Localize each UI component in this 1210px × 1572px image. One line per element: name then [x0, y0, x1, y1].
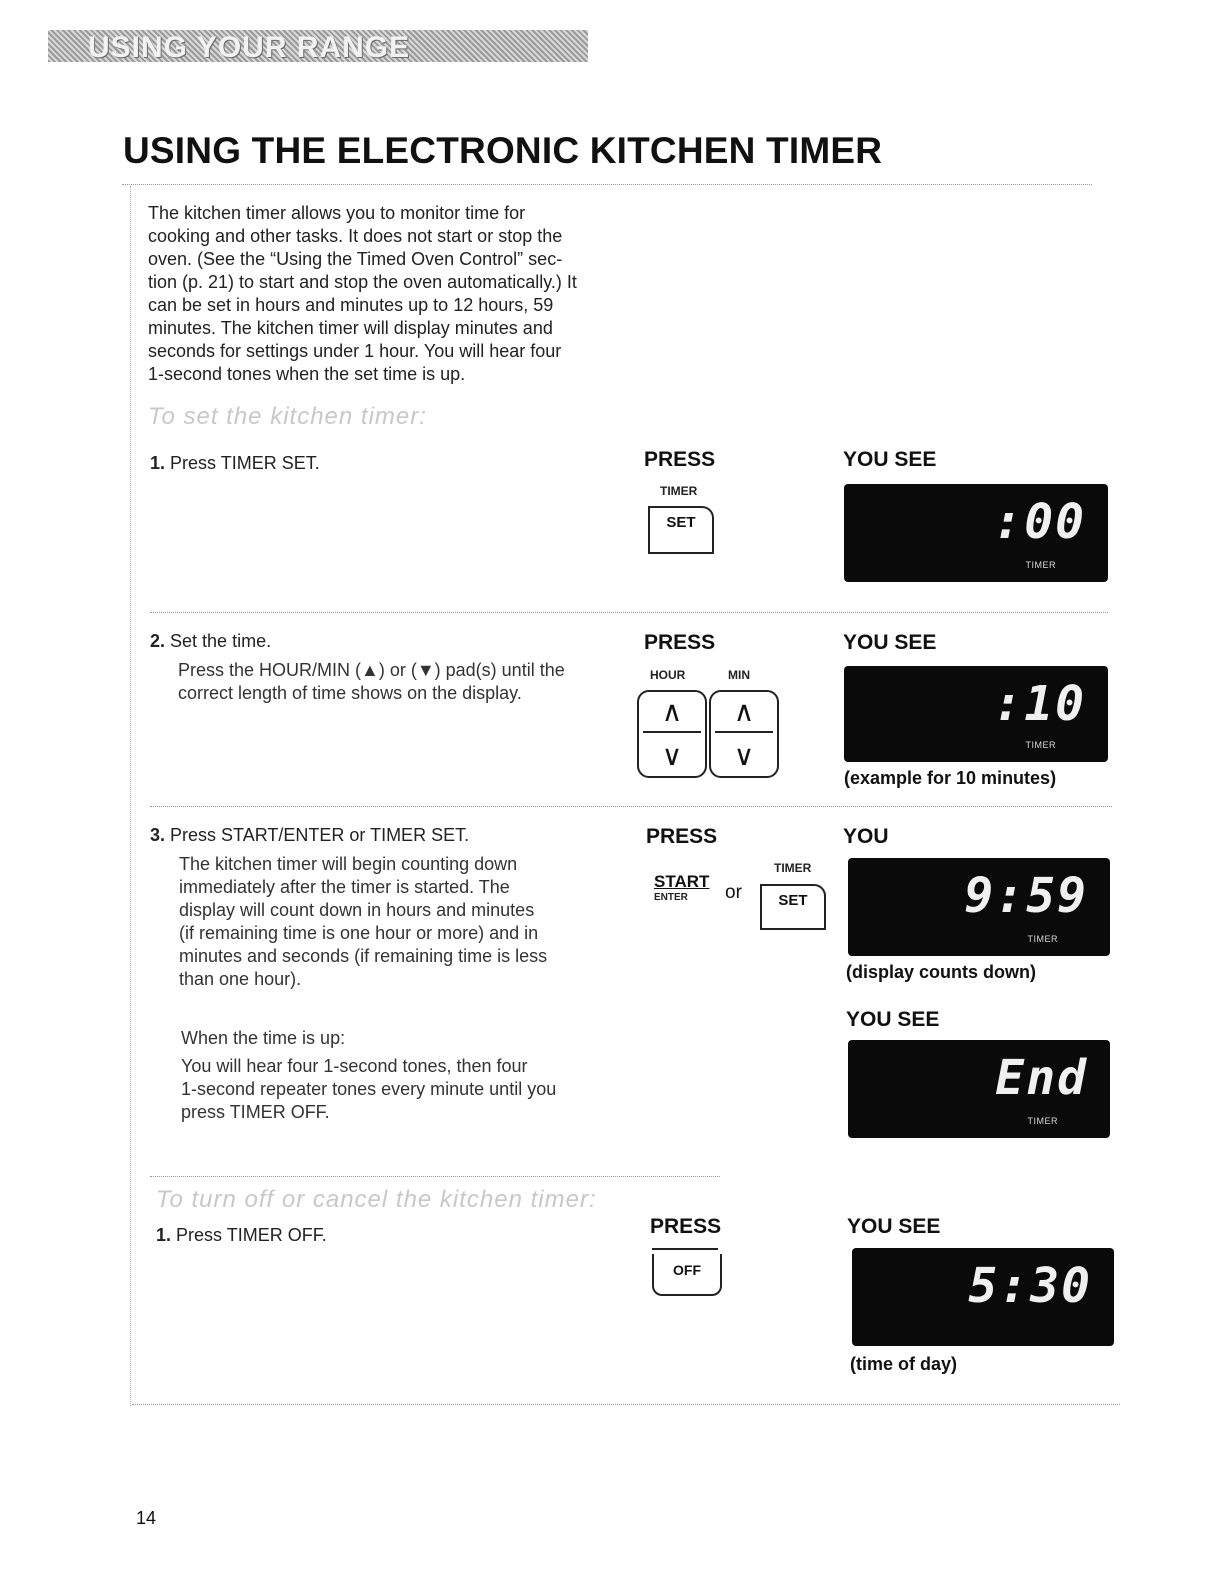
page-title: USING THE ELECTRONIC KITCHEN TIMER: [123, 130, 883, 171]
step3-you-see-heading: YOU: [843, 825, 889, 848]
intro-line: The kitchen timer allows you to monitor time for: [148, 203, 526, 223]
step1-display-readout: :00: [993, 494, 1086, 550]
end-display-label: TIMER: [1027, 1116, 1058, 1126]
step1-divider: [150, 612, 1108, 613]
step1-timer-label: TIMER: [660, 484, 698, 498]
step3-timer-label: TIMER: [774, 861, 812, 875]
timer-set-button-step3-label: SET: [778, 892, 808, 909]
cancel-step-text: Press TIMER OFF.: [176, 1225, 327, 1245]
off-button-top-line: [652, 1248, 718, 1250]
intro-line: seconds for settings under 1 hour. You will hear four: [148, 341, 562, 361]
intro-line: tion (p. 21) to start and stop the oven automatically.) It: [148, 272, 577, 292]
set-timer-heading: To set the kitchen timer:: [148, 403, 427, 430]
step3-detail: [179, 853, 547, 991]
step1-number: 1.: [150, 453, 166, 473]
step1-text: Press TIMER SET.: [170, 453, 320, 473]
step2-divider: [150, 806, 1112, 807]
section-banner-text: USING YOUR RANGE: [88, 31, 411, 64]
step2-caption: (example for 10 minutes): [844, 768, 1057, 788]
timer-set-button-label: SET: [666, 514, 696, 531]
step1-you-see-heading: YOU SEE: [843, 448, 937, 471]
min-pad[interactable]: [709, 690, 779, 778]
step3-you-see-heading-2: YOU SEE: [846, 1008, 940, 1031]
time-up-line: press TIMER OFF.: [181, 1102, 330, 1122]
step3-instruction: [150, 824, 469, 847]
cancel-you-see-heading: YOU SEE: [847, 1215, 941, 1238]
or-label: or: [725, 882, 742, 903]
step3-detail-line: minutes and seconds (if remaining time is less: [179, 946, 548, 966]
start-label: START: [654, 872, 710, 891]
left-margin-rule: [130, 186, 131, 1406]
min-up-arrow-icon[interactable]: ∧: [733, 696, 755, 727]
step1-press-heading: PRESS: [644, 448, 716, 471]
intro-line: minutes. The kitchen timer will display minutes and: [148, 318, 553, 338]
intro-paragraph: [148, 202, 618, 386]
step2-number: 2.: [150, 631, 166, 651]
step3-divider: [150, 1176, 720, 1177]
time-of-day-readout: 5:30: [968, 1258, 1092, 1314]
step2-text: Set the time.: [170, 631, 272, 651]
step2-detail-line: Press the HOUR/MIN (▲) or (▼) pad(s) until the: [178, 660, 565, 680]
step3-detail-line: immediately after the timer is started. The: [179, 877, 510, 897]
hour-pad[interactable]: [637, 690, 707, 778]
cancel-step-instruction: [156, 1224, 327, 1247]
step3-end-display: [848, 1040, 1110, 1138]
step3-press-heading: PRESS: [646, 825, 718, 848]
step3-number: 3.: [150, 825, 166, 845]
step2-display: [844, 666, 1108, 762]
hour-up-arrow-icon[interactable]: ∧: [661, 696, 683, 727]
step1-instruction: [150, 452, 320, 475]
hour-pad-divider: [643, 731, 701, 733]
intro-line: oven. (See the “Using the Timed Oven Control” sec-: [148, 249, 563, 269]
title-divider: [122, 184, 1092, 185]
step2-display-readout: :10: [993, 676, 1086, 732]
step1-display: [844, 484, 1108, 582]
step2-detail-line: correct length of time shows on the display.: [178, 683, 522, 703]
step2-display-label: TIMER: [1025, 740, 1056, 750]
cancel-press-heading: PRESS: [650, 1215, 722, 1238]
countdown-caption: (display counts down): [846, 962, 1037, 982]
bottom-divider: [132, 1404, 1120, 1405]
step3-detail-line: display will count down in hours and minutes: [179, 900, 535, 920]
min-label: MIN: [728, 668, 750, 682]
countdown-display-label: TIMER: [1027, 934, 1058, 944]
intro-line: can be set in hours and minutes up to 12 hours, 59: [148, 295, 554, 315]
min-pad-divider: [715, 731, 773, 733]
hour-down-arrow-icon[interactable]: ∨: [661, 740, 683, 771]
step2-you-see-heading: YOU SEE: [843, 631, 937, 654]
step2-press-heading: PRESS: [644, 631, 716, 654]
step1-display-label: TIMER: [1025, 560, 1056, 570]
start-enter-button[interactable]: [654, 872, 714, 903]
step3-detail-line: (if remaining time is one hour or more) and in: [179, 923, 539, 943]
section-banner: [48, 30, 588, 62]
min-down-arrow-icon[interactable]: ∨: [733, 740, 755, 771]
step3-countdown-display: [848, 858, 1110, 956]
cancel-timer-heading: To turn off or cancel the kitchen timer:: [156, 1186, 597, 1213]
time-up-line: You will hear four 1-second tones, then four: [181, 1056, 528, 1076]
timer-set-button[interactable]: [648, 506, 714, 554]
end-readout: End: [995, 1050, 1088, 1106]
step3-text: Press START/ENTER or TIMER SET.: [170, 825, 470, 845]
countdown-readout: 9:59: [964, 868, 1088, 924]
intro-line: cooking and other tasks. It does not start or stop the: [148, 226, 563, 246]
time-up-detail: [181, 1055, 556, 1124]
step3-detail-line: The kitchen timer will begin counting down: [179, 854, 518, 874]
cancel-display: [852, 1248, 1114, 1346]
time-up-line: 1-second repeater tones every minute until you: [181, 1079, 557, 1099]
step2-detail: [178, 659, 565, 705]
page-number: 14: [136, 1508, 157, 1528]
timer-set-button-step3[interactable]: [760, 884, 826, 930]
intro-line: 1-second tones when the set time is up.: [148, 364, 466, 384]
enter-label: ENTER: [654, 892, 688, 903]
cancel-step-number: 1.: [156, 1225, 172, 1245]
step2-instruction: [150, 630, 271, 653]
hour-label: HOUR: [650, 668, 686, 682]
time-up-label: When the time is up:: [181, 1028, 346, 1048]
timer-off-button-label: OFF: [673, 1262, 701, 1278]
step3-detail-line: than one hour).: [179, 969, 302, 989]
time-of-day-caption: (time of day): [850, 1354, 958, 1374]
timer-off-button[interactable]: [652, 1254, 722, 1296]
